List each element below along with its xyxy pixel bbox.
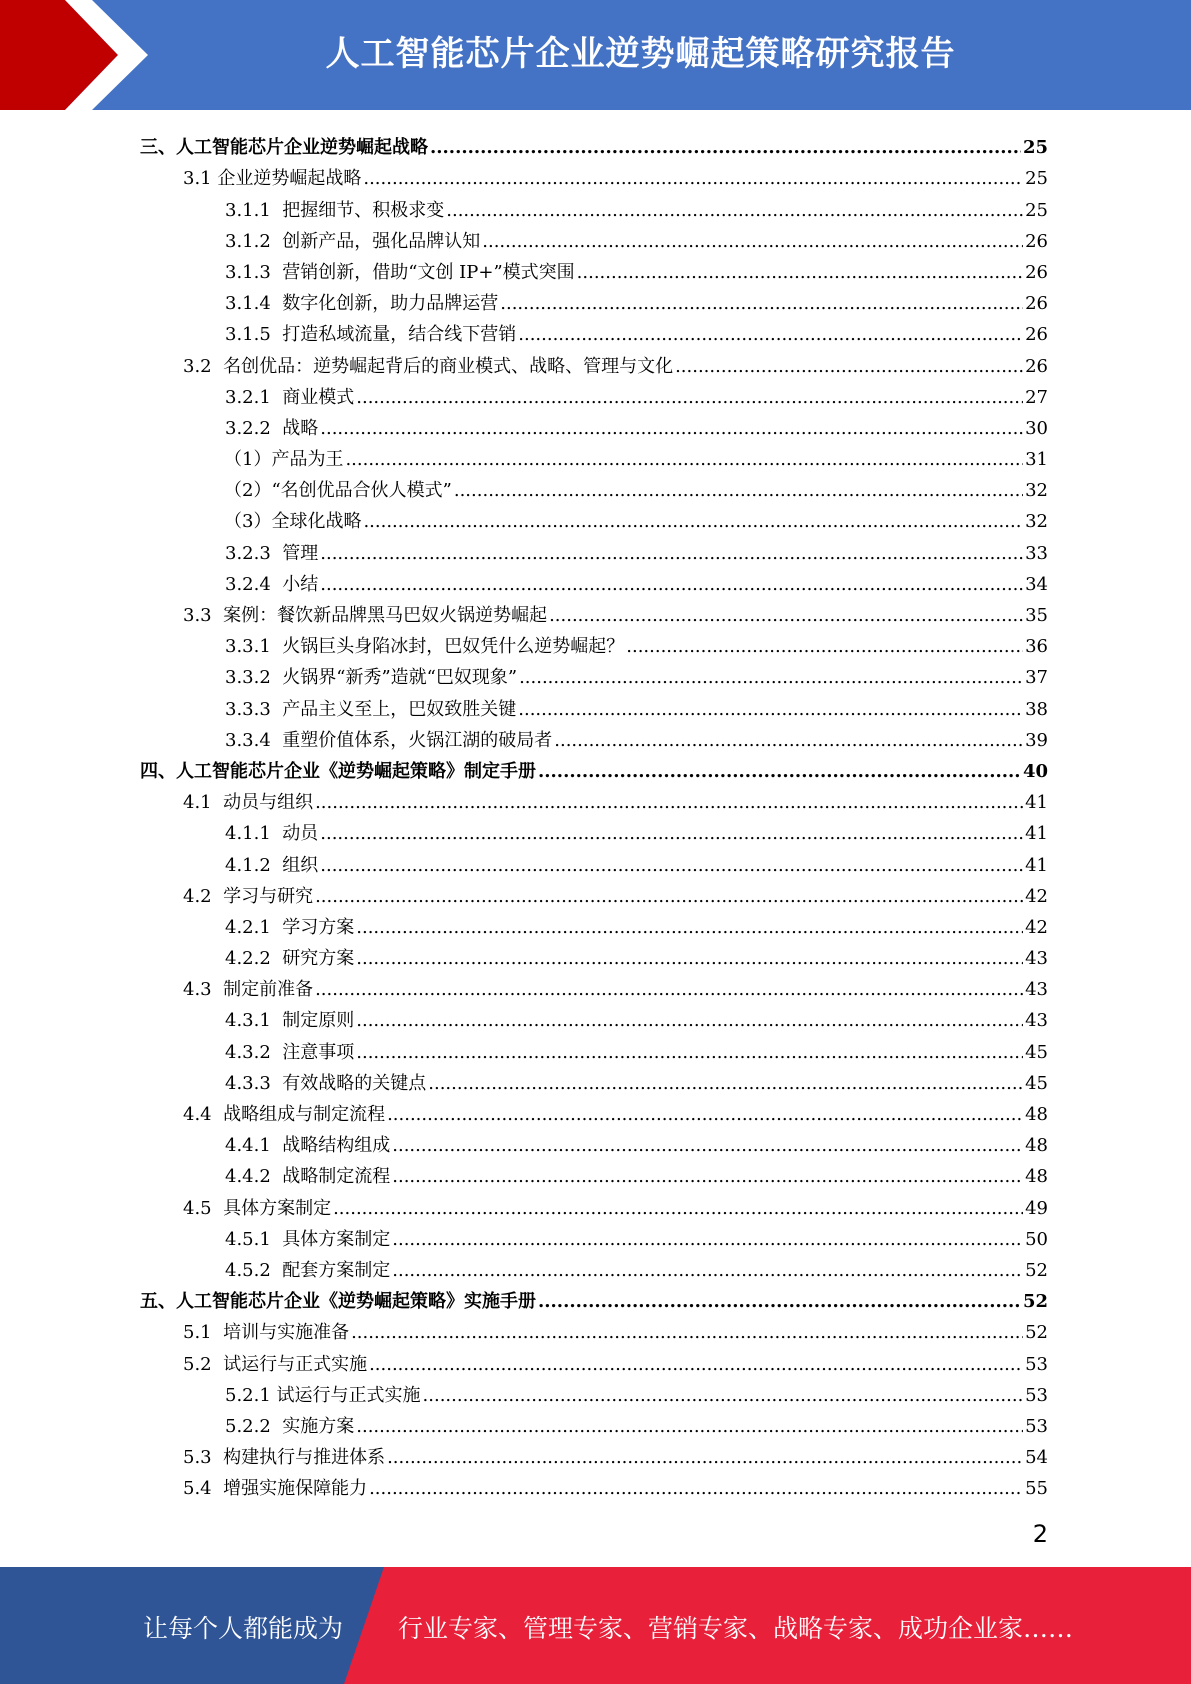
toc-entry-title: 3.3.3 产品主义至上，巴奴致胜关键: [225, 698, 517, 720]
toc-entry-page: 41: [1025, 792, 1048, 814]
toc-entry-page: 26: [1025, 230, 1048, 252]
toc-entry-title: 五、人工智能芯片企业《逆势崛起策略》实施手册: [140, 1291, 536, 1313]
toc-dot-leader: [430, 137, 1021, 159]
toc-entry[interactable]: [140, 253, 1048, 284]
toc-entry[interactable]: [140, 721, 1048, 752]
toc-entry-title: 4.4.1 战略结构组成: [225, 1135, 391, 1157]
toc-entry-title: 4.3.1 制定原则: [225, 1010, 355, 1032]
toc-dot-leader: [554, 730, 1023, 752]
toc-entry-page: 53: [1025, 1353, 1048, 1375]
toc-entry-page: 35: [1025, 605, 1048, 626]
toc-entry-page: 49: [1025, 1197, 1048, 1219]
toc-dot-leader: [538, 761, 1021, 783]
toc-entry[interactable]: [140, 502, 1048, 533]
toc-entry-page: 52: [1025, 1259, 1048, 1281]
toc-entry[interactable]: [140, 1282, 1048, 1313]
toc-entry-title: 3.1 企业逆势崛起战略: [183, 168, 362, 190]
toc-entry-title: 3.2.3 管理: [225, 542, 319, 564]
table-of-contents: [140, 128, 1048, 1500]
toc-entry-page: 54: [1025, 1447, 1048, 1469]
toc-entry-page: 39: [1025, 729, 1048, 751]
toc-entry[interactable]: [140, 1251, 1048, 1282]
toc-entry-title: 5.4 增强实施保障能力: [183, 1478, 368, 1500]
toc-entry[interactable]: [140, 1157, 1048, 1188]
toc-entry-page: 55: [1025, 1478, 1048, 1500]
toc-entry[interactable]: [140, 565, 1048, 596]
page-number: 2: [1032, 1520, 1048, 1548]
toc-entry-page: 52: [1022, 1291, 1048, 1313]
toc-entry-page: 26: [1025, 261, 1048, 283]
toc-entry-page: 53: [1025, 1415, 1048, 1437]
toc-dot-leader: [369, 1354, 1023, 1376]
toc-entry[interactable]: [140, 190, 1048, 221]
toc-dot-leader: [351, 1322, 1023, 1344]
toc-entry[interactable]: [140, 533, 1048, 564]
toc-entry-page: 52: [1025, 1322, 1048, 1344]
toc-entry-title: 4.2.2 研究方案: [225, 948, 355, 970]
toc-entry[interactable]: [140, 1001, 1048, 1032]
toc-entry-page: 26: [1025, 324, 1048, 346]
toc-entry-title: 5.2.2 实施方案: [225, 1415, 355, 1437]
toc-entry-page: 48: [1025, 1166, 1048, 1188]
toc-entry-page: 25: [1025, 199, 1048, 221]
toc-entry-title: 4.5.2 配套方案制定: [225, 1259, 391, 1281]
toc-entry[interactable]: [140, 159, 1048, 190]
toc-dot-leader: [356, 948, 1023, 970]
toc-entry[interactable]: [140, 222, 1048, 253]
toc-entry-title: 三、人工智能芯片企业逆势崛起战略: [140, 137, 428, 159]
toc-entry-title: 3.1.1 把握细节、积极求变: [225, 199, 445, 221]
toc-entry-page: 27: [1025, 386, 1048, 408]
toc-dot-leader: [519, 667, 1023, 689]
toc-entry-title: 4.5.1 具体方案制定: [225, 1228, 391, 1250]
toc-entry-page: 48: [1025, 1135, 1048, 1157]
toc-dot-leader: [454, 480, 1023, 502]
toc-entry-page: 53: [1025, 1384, 1048, 1406]
report-title: 人工智能芯片企业逆势崛起策略研究报告: [325, 34, 956, 74]
toc-dot-leader: [320, 855, 1023, 877]
toc-entry-title: 4.1.1 动员: [225, 823, 319, 845]
toc-entry-page: 41: [1025, 823, 1048, 845]
toc-dot-leader: [320, 543, 1023, 565]
toc-dot-leader: [392, 1166, 1023, 1188]
toc-entry-title: 3.2.2 战略: [225, 417, 319, 439]
toc-dot-leader: [446, 200, 1023, 222]
toc-entry[interactable]: [140, 1032, 1048, 1063]
toc-entry-title: 3.3 案例：餐饮新品牌黑马巴奴火锅逆势崛起: [183, 605, 548, 626]
toc-entry-page: 42: [1025, 885, 1048, 907]
toc-entry-title: 3.1.4 数字化创新，助力品牌运营: [225, 293, 499, 315]
toc-entry[interactable]: [140, 627, 1048, 658]
toc-dot-leader: [315, 886, 1023, 908]
toc-entry[interactable]: [140, 284, 1048, 315]
toc-dot-leader: [518, 699, 1023, 721]
toc-entry[interactable]: [140, 1344, 1048, 1375]
toc-dot-leader: [356, 1042, 1023, 1064]
toc-entry-page: 45: [1025, 1072, 1048, 1094]
toc-dot-leader: [387, 1447, 1023, 1469]
toc-entry[interactable]: [140, 689, 1048, 720]
toc-entry[interactable]: [140, 908, 1048, 939]
toc-entry-title: 3.2.1 商业模式: [225, 386, 355, 408]
toc-entry-title: 3.2.4 小结: [225, 573, 319, 595]
toc-entry-title: 4.3 制定前准备: [183, 979, 314, 1001]
toc-entry[interactable]: [140, 1469, 1048, 1500]
toc-dot-leader: [345, 449, 1023, 471]
toc-entry-title: 4.3.2 注意事项: [225, 1041, 355, 1063]
toc-entry-title: 4.4 战略组成与制定流程: [183, 1104, 386, 1125]
toc-dot-leader: [392, 1260, 1023, 1282]
toc-dot-leader: [320, 823, 1023, 845]
toc-entry-page: 33: [1025, 542, 1048, 564]
toc-entry-title: 3.1.2 创新产品，强化品牌认知: [225, 230, 481, 252]
toc-entry-title: 3.1.5 打造私域流量，结合线下营销: [225, 324, 517, 346]
toc-entry-title: 3.2 名创优品：逆势崛起背后的商业模式、战略、管理与文化: [183, 355, 674, 377]
toc-entry-title: （2）“名创优品合伙人模式”: [224, 480, 452, 502]
toc-entry[interactable]: [140, 596, 1048, 627]
footer-slogan-right: 行业专家、管理专家、营销专家、战略专家、成功企业家……: [398, 1614, 1074, 1643]
toc-entry-page: 32: [1025, 511, 1048, 533]
toc-entry-title: 3.1.3 营销创新，借助“文创 IP+”模式突围: [225, 261, 575, 283]
toc-entry[interactable]: [140, 315, 1048, 346]
toc-entry-page: 45: [1025, 1041, 1048, 1063]
footer-banner: [0, 1567, 1191, 1684]
toc-dot-leader: [333, 1198, 1023, 1220]
toc-entry-page: 41: [1025, 854, 1048, 876]
toc-entry[interactable]: [140, 845, 1048, 876]
toc-dot-leader: [500, 293, 1023, 315]
toc-entry-title: 5.2.1 试运行与正式实施: [225, 1384, 421, 1406]
toc-entry-title: 4.3.3 有效战略的关键点: [225, 1072, 427, 1094]
toc-dot-leader: [356, 917, 1023, 939]
toc-entry-page: 30: [1025, 417, 1048, 439]
toc-entry-page: 36: [1025, 636, 1048, 658]
toc-entry[interactable]: [140, 1376, 1048, 1407]
toc-dot-leader: [675, 356, 1023, 378]
header-banner: [0, 0, 1191, 110]
toc-dot-leader: [315, 979, 1023, 1001]
toc-dot-leader: [363, 511, 1023, 533]
toc-entry[interactable]: [140, 1407, 1048, 1438]
toc-entry-page: 43: [1025, 1010, 1048, 1032]
toc-entry-page: 34: [1025, 573, 1048, 595]
toc-entry[interactable]: [140, 752, 1048, 783]
toc-entry[interactable]: [140, 1126, 1048, 1157]
toc-entry[interactable]: [140, 346, 1048, 377]
toc-entry[interactable]: [140, 1438, 1048, 1469]
toc-entry-page: 37: [1025, 667, 1048, 689]
toc-dot-leader: [320, 418, 1023, 440]
toc-entry-page: 50: [1025, 1228, 1048, 1250]
toc-entry[interactable]: [140, 378, 1048, 409]
toc-dot-leader: [423, 1385, 1024, 1407]
toc-entry-title: 4.5 具体方案制定: [183, 1197, 332, 1219]
toc-dot-leader: [392, 1135, 1023, 1157]
toc-dot-leader: [387, 1104, 1023, 1126]
toc-dot-leader: [428, 1073, 1023, 1095]
toc-dot-leader: [315, 792, 1023, 814]
toc-dot-leader: [482, 231, 1023, 253]
toc-entry-page: 26: [1025, 293, 1048, 315]
toc-entry-page: 43: [1025, 948, 1048, 970]
toc-entry-title: 四、人工智能芯片企业《逆势崛起策略》制定手册: [140, 760, 536, 782]
toc-entry-page: 31: [1025, 449, 1048, 471]
toc-dot-leader: [356, 387, 1023, 409]
toc-entry-page: 48: [1025, 1104, 1048, 1125]
toc-entry-page: 26: [1025, 355, 1048, 377]
toc-entry-page: 25: [1022, 137, 1048, 159]
toc-dot-leader: [392, 1229, 1023, 1251]
toc-entry-title: 3.3.2 火锅界“新秀”造就“巴奴现象”: [225, 667, 518, 689]
footer-slogan-left: 让每个人都能成为: [143, 1614, 344, 1643]
toc-entry[interactable]: [140, 783, 1048, 814]
toc-entry-title: 4.2 学习与研究: [183, 885, 314, 907]
toc-entry[interactable]: [140, 970, 1048, 1001]
toc-dot-leader: [549, 605, 1023, 627]
toc-entry[interactable]: [140, 877, 1048, 908]
toc-entry-title: 4.1 动员与组织: [183, 792, 314, 814]
toc-entry-title: 3.3.4 重塑价值体系，火锅江湖的破局者: [225, 729, 553, 751]
toc-entry-page: 42: [1025, 916, 1048, 938]
toc-entry-title: （3）全球化战略: [224, 511, 362, 533]
toc-entry-title: 5.2 试运行与正式实施: [183, 1353, 368, 1375]
toc-entry[interactable]: [140, 128, 1048, 159]
toc-dot-leader: [356, 1010, 1023, 1032]
toc-entry-title: 5.3 构建执行与推进体系: [183, 1447, 386, 1469]
toc-dot-leader: [518, 324, 1023, 346]
toc-entry-title: 4.1.2 组织: [225, 854, 319, 876]
toc-entry-title: 5.1 培训与实施准备: [183, 1322, 350, 1344]
toc-entry-title: 4.2.1 学习方案: [225, 916, 355, 938]
toc-entry[interactable]: [140, 1064, 1048, 1095]
toc-dot-leader: [538, 1291, 1021, 1313]
toc-entry-page: 40: [1022, 760, 1048, 782]
toc-dot-leader: [626, 636, 1023, 658]
toc-dot-leader: [356, 1416, 1023, 1438]
toc-entry-page: 43: [1025, 979, 1048, 1001]
toc-entry[interactable]: [140, 814, 1048, 845]
toc-entry[interactable]: [140, 939, 1048, 970]
toc-dot-leader: [577, 262, 1023, 284]
toc-entry[interactable]: [140, 440, 1048, 471]
toc-entry-title: 4.4.2 战略制定流程: [225, 1166, 391, 1188]
toc-entry-title: （1）产品为王: [224, 449, 344, 471]
toc-entry[interactable]: [140, 1188, 1048, 1219]
toc-dot-leader: [369, 1478, 1023, 1500]
toc-entry-page: 25: [1025, 168, 1048, 190]
toc-entry[interactable]: [140, 1313, 1048, 1344]
toc-entry-page: 32: [1025, 480, 1048, 502]
toc-entry-page: 38: [1025, 698, 1048, 720]
toc-entry[interactable]: [140, 471, 1048, 502]
toc-entry[interactable]: [140, 1220, 1048, 1251]
toc-entry[interactable]: [140, 409, 1048, 440]
toc-dot-leader: [320, 574, 1023, 596]
toc-dot-leader: [363, 168, 1023, 190]
toc-entry[interactable]: [140, 658, 1048, 689]
toc-entry-title: 3.3.1 火锅巨头身陷冰封，巴奴凭什么逆势崛起？: [225, 636, 625, 658]
toc-entry[interactable]: [140, 1095, 1048, 1126]
